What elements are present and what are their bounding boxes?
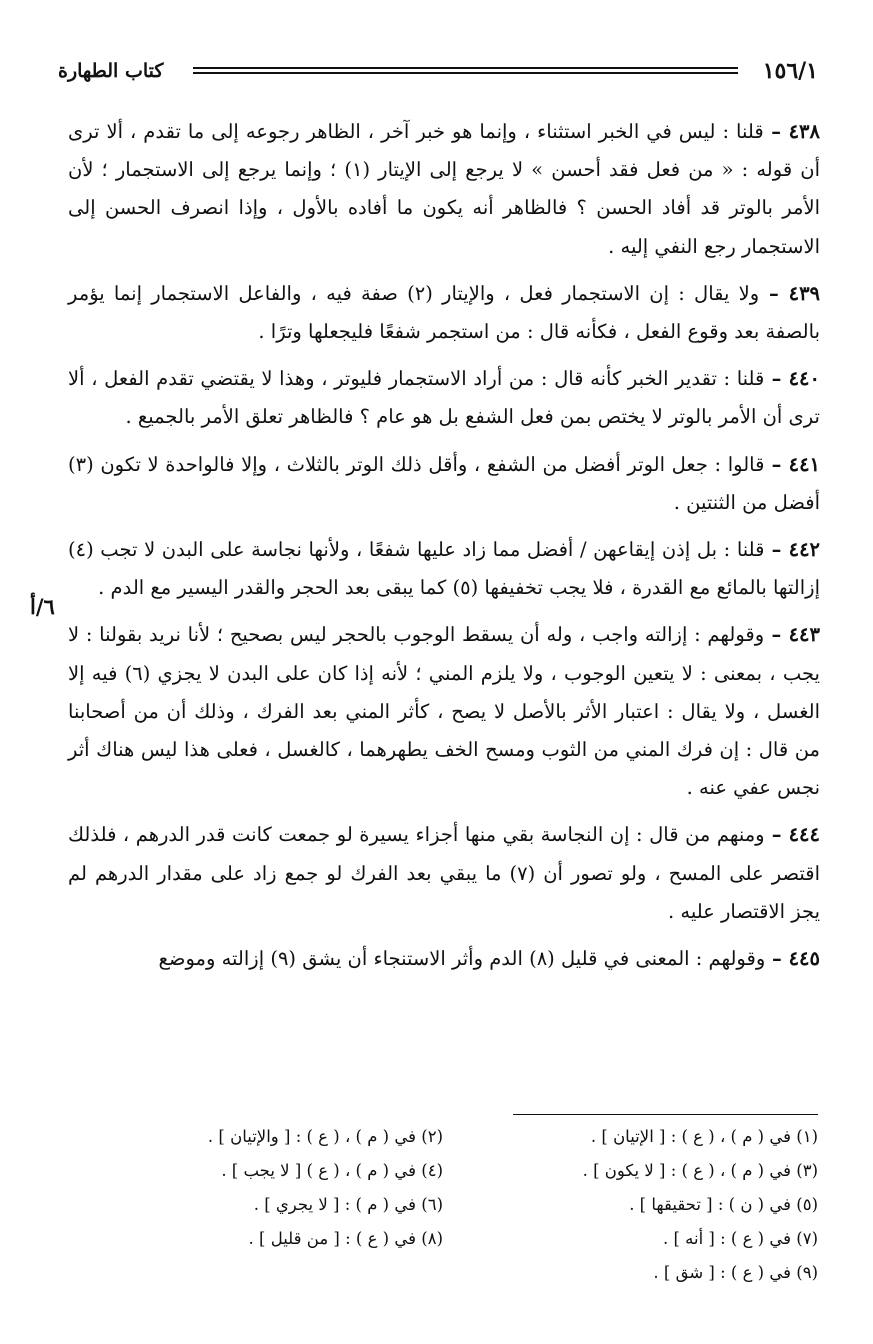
book-title: كتاب الطهارة [58,60,164,82]
margin-folio-note: ٦/أ [30,594,55,619]
paragraph-text: ولا يقال : إن الاستجمار فعل ، والإيتار (٢) صفة فيه ، والفاعل الاستجمار إنما يؤمر بالصفة بعد وقوع الفعل ، فكأنه قال : من استجمر شفعًا فليجعلها وترًا . [68,281,820,344]
footnote-9: (٩) في ( ع ) : [ شق ] . [653,1263,818,1282]
footnote-6: (٦) في ( م ) : [ لا يجري ] . [253,1195,443,1214]
header-double-rule [193,67,738,74]
paragraph-number: ٤٣٩ [788,281,821,305]
footnote-separator [513,1114,818,1115]
paragraph-text: وقولهم : إزالته واجب ، وله أن يسقط الوجوب بالحجر ليس بصحيح ؛ لأنا نريد بقولنا : لا يجب ، بمعنى : لا يتعين الوجوب ، ولا يلزم المني ؛ لأنه إذا كان على البدن لا يجزي (٦) فيه إلا الغسل ، ولا يقال : اعتبار الأثر بالأصل لا يصح ، كأثر المني بعد الفرك ، وذلك أن من أصحابنا من قال : إن فرك المني من الثوب ومسح الخف يطهرهما ، كالغسل ، فعلى هذا ليس هناك أثر نجس عفي عنه . [68,623,820,800]
footnote-row [58,1161,818,1195]
paragraph-number: ٤٤١ [788,452,821,476]
paragraph-text: وقولهم : المعنى في قليل (٨) الدم وأثر الاستنجاء أن يشق (٩) إزالته وموضع [158,947,766,971]
paragraph-number: ٤٣٨ [788,120,820,143]
paragraph-number: ٤٤٤ [788,823,820,847]
paragraph-number: ٤٤٠ [788,367,820,391]
footnote-1: (١) في ( م ) ، ( ع ) : [ الإتيان ] . [590,1127,818,1146]
footnote-row [58,1127,818,1161]
paragraph-text: قالوا : جعل الوتر أفضل من الشفع ، وأقل ذلك الوتر بالثلاث ، وإلا فالواحدة لا تكون (٣) أفضل من الثنتين . [68,452,820,514]
paragraph-text: قلنا : ليس في الخبر استثناء ، وإنما هو خبر آخر ، الظاهر رجوعه إلى ما تقدم ، ألا ترى أن قوله : « من فعل فقد أحسن » لا يرجع إلى الإيتار (١) ؛ وإنما يرجع إلى الاستجمار ؛ لأن الأمر بالوتر قد أفاد الحسن ؟ فالظاهر أنه يكون ما أفاده بالأول ، وإذا انصرف الحسن إلى الاستجمار رجع النفي إليه . [68,120,820,258]
footnote-5: (٥) في ( ن ) : [ تحقيقها ] . [629,1195,818,1214]
paragraph-445: ٤٤٥ – وقولهم : المعنى في قليل (٨) الدم وأثر الاستنجاء أن يشق (٩) إزالته وموضع [158,947,820,971]
footnote-2: (٢) في ( م ) ، ( ع ) : [ والإتيان ] . [207,1127,443,1146]
paragraph-number: ٤٤٣ [788,623,820,647]
paragraph-number: ٤٤٥ [788,947,820,971]
footnotes [58,1127,818,1297]
paragraph-438: ٤٣٨ – قلنا : ليس في الخبر استثناء ، وإنما هو خبر آخر ، الظاهر رجوعه إلى ما تقدم ، ألا ترى أن قوله : « من فعل فقد أحسن » لا يرجع إلى الإيتار (١) ؛ وإنما يرجع إلى الاستجمار ؛ لأن الأمر بالوتر قد أفاد الحسن ؟ فالظاهر أنه يكون ما أفاده بالأول ، وإذا انصرف الحسن إلى الاستجمار رجع النفي إليه . [68,120,820,258]
footnote-8: (٨) في ( ع ) : [ من قليل ] . [248,1229,443,1248]
footnote-row [58,1263,818,1297]
paragraph-442: ٤٤٢ – قلنا : بل إذن إيقاعهن / أفضل مما زاد عليها شفعًا ، ولأنها نجاسة على البدن لا تجب (٤) إزالتها بالمائع مع القدرة ، فلا يجب تخفيفها (٥) كما يبقى بعد الحجر والقدر اليسير مع الدم . [68,538,821,600]
paragraph-text: قلنا : تقدير الخبر كأنه قال : من أراد الاستجمار فليوتر ، وهذا لا يقتضي تقدم الفعل ، ألا ترى أن الأمر بالوتر لا يختص بمن فعل الشفع بل هو عام ؟ فالظاهر تعلق الأمر بالجميع . [68,367,820,429]
paragraph-440: ٤٤٠ – قلنا : تقدير الخبر كأنه قال : من أراد الاستجمار فليوتر ، وهذا لا يقتضي تقدم الفعل ، ألا ترى أن الأمر بالوتر لا يختص بمن فعل الشفع بل هو عام ؟ فالظاهر تعلق الأمر بالجميع . [68,367,820,429]
paragraph-439: ٤٣٩ – ولا يقال : إن الاستجمار فعل ، والإيتار (٢) صفة فيه ، والفاعل الاستجمار إنما يؤمر بالصفة بعد وقوع الفعل ، فكأنه قال : من استجمر شفعًا فليجعلها وترًا . [68,281,821,344]
paragraph-text: قلنا : بل إذن إيقاعهن / أفضل مما زاد عليها شفعًا ، ولأنها نجاسة على البدن لا تجب (٤) إزالتها بالمائع مع القدرة ، فلا يجب تخفيفها (٥) كما يبقى بعد الحجر والقدر اليسير مع الدم . [68,538,820,600]
main-text [68,113,820,987]
paragraph-443: ٤٤٣ – وقولهم : إزالته واجب ، وله أن يسقط الوجوب بالحجر ليس بصحيح ؛ لأنا نريد بقولنا : لا يجب ، بمعنى : لا يتعين الوجوب ، ولا يلزم المني ؛ لأنه إذا كان على البدن لا يجزي (٦) فيه إلا الغسل ، ولا يقال : اعتبار الأثر بالأصل لا يصح ، كأثر المني بعد الفرك ، وذلك أن من أصحابنا من قال : إن فرك المني من الثوب ومسح الخف يطهرهما ، كالغسل ، فعلى هذا ليس هناك أثر نجس عفي عنه . [68,623,820,800]
paragraph-441: ٤٤١ – قالوا : جعل الوتر أفضل من الشفع ، وأقل ذلك الوتر بالثلاث ، وإلا فالواحدة لا تكون (٣) أفضل من الثنتين . [68,452,821,514]
paragraph-444: ٤٤٤ – ومنهم من قال : إن النجاسة بقي منها أجزاء يسيرة لو جمعت كانت قدر الدرهم ، فلذلك اقتصر على المسح ، ولو تصور أن (٧) ما يبقي بعد الفرك لو جمع زاد على مقدار الدرهم لم يجز الاقتصار عليه . [68,823,820,923]
page-reference: ١٥٦/١ [762,58,818,84]
paragraph-text: ومنهم من قال : إن النجاسة بقي منها أجزاء يسيرة لو جمعت كانت قدر الدرهم ، فلذلك اقتصر على المسح ، ولو تصور أن (٧) ما يبقي بعد الفرك لو جمع زاد على مقدار الدرهم لم يجز الاقتصار عليه . [68,823,820,923]
paragraph-number: ٤٤٢ [788,538,821,562]
footnote-row [58,1229,818,1263]
footnote-4: (٤) في ( م ) ، ( ع ) [ لا يجب ] . [221,1161,443,1180]
footnote-3: (٣) في ( م ) ، ( ع ) : [ لا يكون ] . [582,1161,818,1180]
footnote-row [58,1195,818,1229]
page-header [58,56,818,86]
footnote-7: (٧) في ( ع ) : [ أنه ] . [662,1229,818,1248]
